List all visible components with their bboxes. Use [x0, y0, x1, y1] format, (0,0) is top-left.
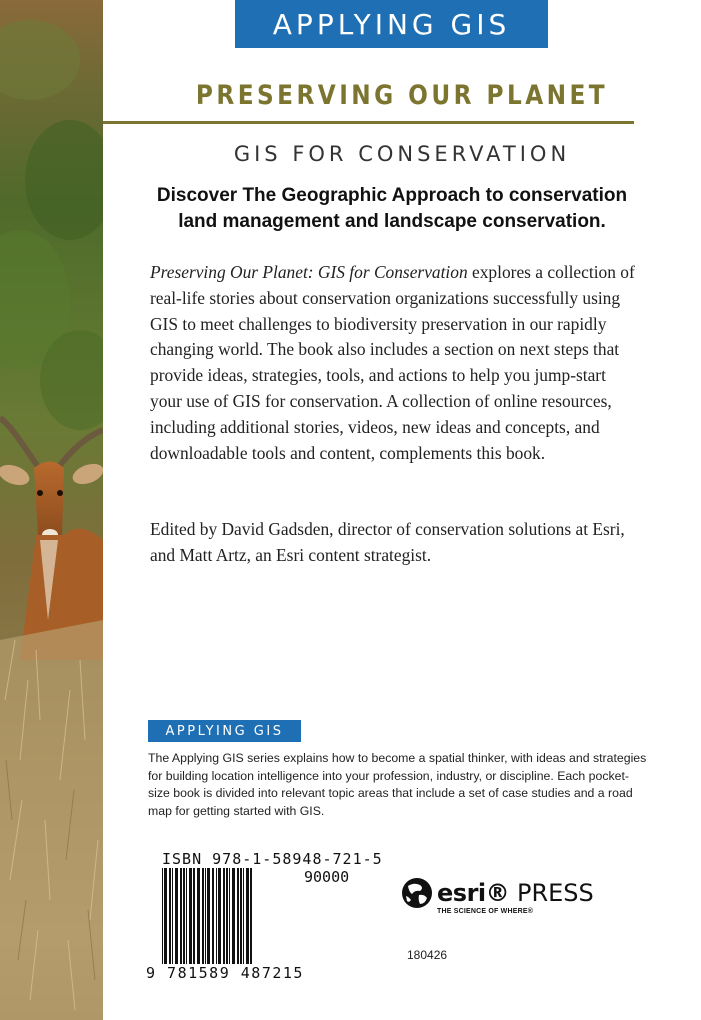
barcode-bar: [205, 868, 206, 964]
barcode-bar: [172, 868, 173, 964]
series-badge: [148, 720, 301, 742]
barcode-bar: [207, 868, 210, 964]
editors-credit: Edited by David Gadsden, director of conservation solutions at Esri, and Matt Artz, an Esri content strategist.: [150, 519, 625, 565]
barcode-bar: [183, 868, 185, 964]
barcode-bar: [229, 868, 230, 964]
series-banner: [235, 0, 548, 48]
description-title: Preserving Our Planet: GIS for Conservation: [150, 262, 468, 282]
barcode-bar: [180, 868, 182, 964]
globe-icon: [400, 876, 434, 910]
barcode-bar: [186, 868, 187, 964]
catalog-number: 180426: [407, 948, 448, 962]
barcode-bar: [162, 868, 163, 964]
book-subtitle: GIS FOR CONSERVATION: [233, 142, 571, 166]
barcode-bar: [226, 868, 228, 964]
book-tagline: Discover The Geographic Approach to conservation land management and landscape conservation.: [156, 185, 628, 232]
series-badge-label: APPLYING GIS: [165, 723, 284, 739]
barcode-bar: [202, 868, 204, 964]
barcode-bar: [250, 868, 252, 964]
cover-photo-impala: [0, 0, 103, 1020]
publisher-tagline-text: THE SCIENCE OF WHERE: [437, 908, 528, 915]
barcode-bar: [164, 868, 167, 964]
barcode-bar: [218, 868, 221, 964]
barcode-bar: [197, 868, 200, 964]
publisher-name: [437, 879, 594, 907]
barcode-bar: [189, 868, 192, 964]
impala-illustration: [0, 0, 103, 1020]
barcode-bar: [240, 868, 242, 964]
barcode-bar: [193, 868, 195, 964]
series-banner-label: APPLYING GIS: [272, 7, 511, 41]
barcode-bar: [212, 868, 214, 964]
price-code: 90000: [300, 868, 374, 886]
barcode-bar: [243, 868, 244, 964]
barcode-bar: [246, 868, 249, 964]
title-divider: [103, 121, 634, 124]
barcode-bar: [232, 868, 235, 964]
barcode-digits: 9 781589 487215: [146, 964, 304, 982]
book-title: PRESERVING OUR PLANET: [195, 80, 609, 111]
description-body: explores a collection of real-life stories about conservation organizations successfully using GIS to meet challenges to biodiversity preservation in our rapidly changing world. The book also includes a section on next steps that provide ideas, strategies, tools, and actions to help you jump-start your use of GIS for conservation. A collection of online resources, including additional stories, videos, new ideas and concepts, and downloadable tools and content, complements this book.: [150, 262, 635, 463]
publisher-brand: esri: [437, 879, 486, 907]
barcode-bar: [216, 868, 217, 964]
series-description: The Applying GIS series explains how to become a spatial thinker, with ideas and strategies for building location intelligence into your profession, industry, or discipline. Each pocket-size book is divided into relevant topic areas that include a set of case studies and a road map for getting started with GIS.: [148, 751, 647, 818]
barcode-bar: [169, 868, 171, 964]
publisher-tagline: THE SCIENCE OF WHERE®: [437, 908, 534, 915]
publisher-brand-mark: ®: [485, 879, 510, 907]
publisher-imprint: PRESS: [516, 879, 594, 907]
barcode-bar: [175, 868, 178, 964]
isbn-label: ISBN 978-1-58948-721-5: [162, 850, 383, 868]
barcode-bar: [237, 868, 239, 964]
barcode-bar: [223, 868, 225, 964]
book-description: [150, 260, 636, 466]
